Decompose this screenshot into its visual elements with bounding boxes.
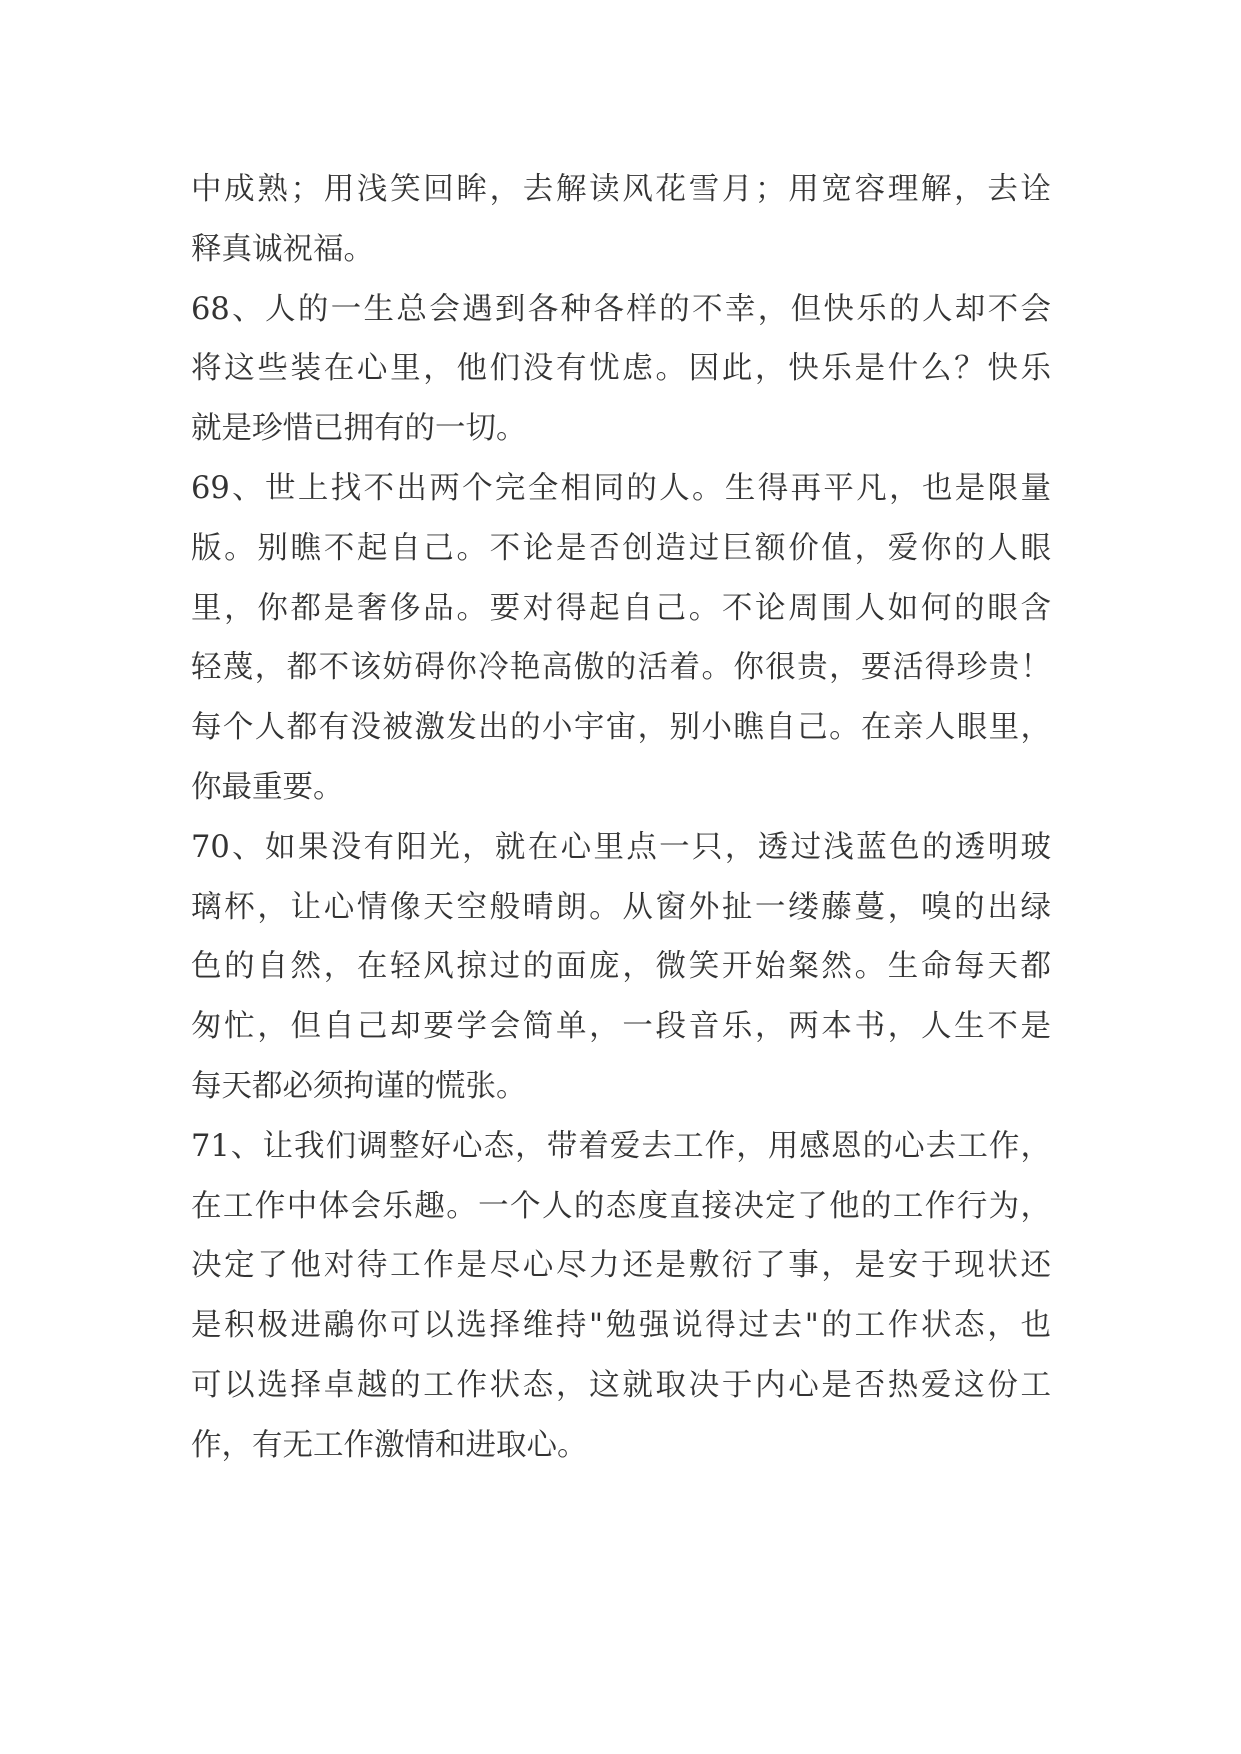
text-line: 将这些装在心里，他们没有忧虑。因此，快乐是什么？快乐 [191,351,1051,387]
text-line: 71、让我们调整好心态，带着爱去工作，用感恩的心去工作， [191,1128,1051,1164]
text-line: 匆忙，但自己却要学会简单，一段音乐，两本书，人生不是 [191,1009,1051,1045]
text-line: 70、如果没有阳光，就在心里点一只，透过浅蓝色的透明玻 [191,829,1051,865]
text-line: 就是珍惜已拥有的一切。 [191,411,527,447]
text-line: 决定了他对待工作是尽心尽力还是敷衍了事，是安于现状还 [191,1248,1051,1284]
text-line: 色的自然，在轻风掠过的面庞，微笑开始粲然。生命每天都 [191,949,1051,985]
text-line: 里，你都是奢侈品。要对得起自己。不论周围人如何的眼含 [191,590,1051,626]
document-body [191,160,1051,1476]
text-line: 中成熟；用浅笑回眸，去解读风花雪月；用宽容理解，去诠 [191,172,1051,207]
text-line: 轻蔑，都不该妨碍你冷艳高傲的活着。你很贵，要活得珍贵！ [191,650,1051,686]
text-line: 每天都必须拘谨的慌张。 [191,1068,527,1104]
text-line: 每个人都有没被激发出的小宇宙，别小瞧自己。在亲人眼里， [191,710,1051,746]
text-line: 释真诚祝福。 [191,231,374,267]
text-line: 是积极进鷊你可以选择维持"勉强说得过去"的工作状态，也 [191,1308,1051,1344]
text-line: 你最重要。 [191,769,344,805]
text-line: 在工作中体会乐趣。一个人的态度直接决定了他的工作行为， [191,1188,1051,1224]
text-line: 版。别瞧不起自己。不论是否创造过巨额价值，爱你的人眼 [191,530,1051,566]
text-line: 璃杯，让心情像天空般晴朗。从窗外扯一缕藤蔓，嗅的出绿 [191,889,1051,925]
text-line: 69、世上找不出两个完全相同的人。生得再平凡，也是限量 [191,470,1051,506]
text-line: 68、人的一生总会遇到各种各样的不幸，但快乐的人却不会 [191,291,1051,327]
text-line: 作，有无工作激情和进取心。 [191,1427,588,1463]
text-line: 可以选择卓越的工作状态，这就取决于内心是否热爱这份工 [191,1367,1051,1403]
